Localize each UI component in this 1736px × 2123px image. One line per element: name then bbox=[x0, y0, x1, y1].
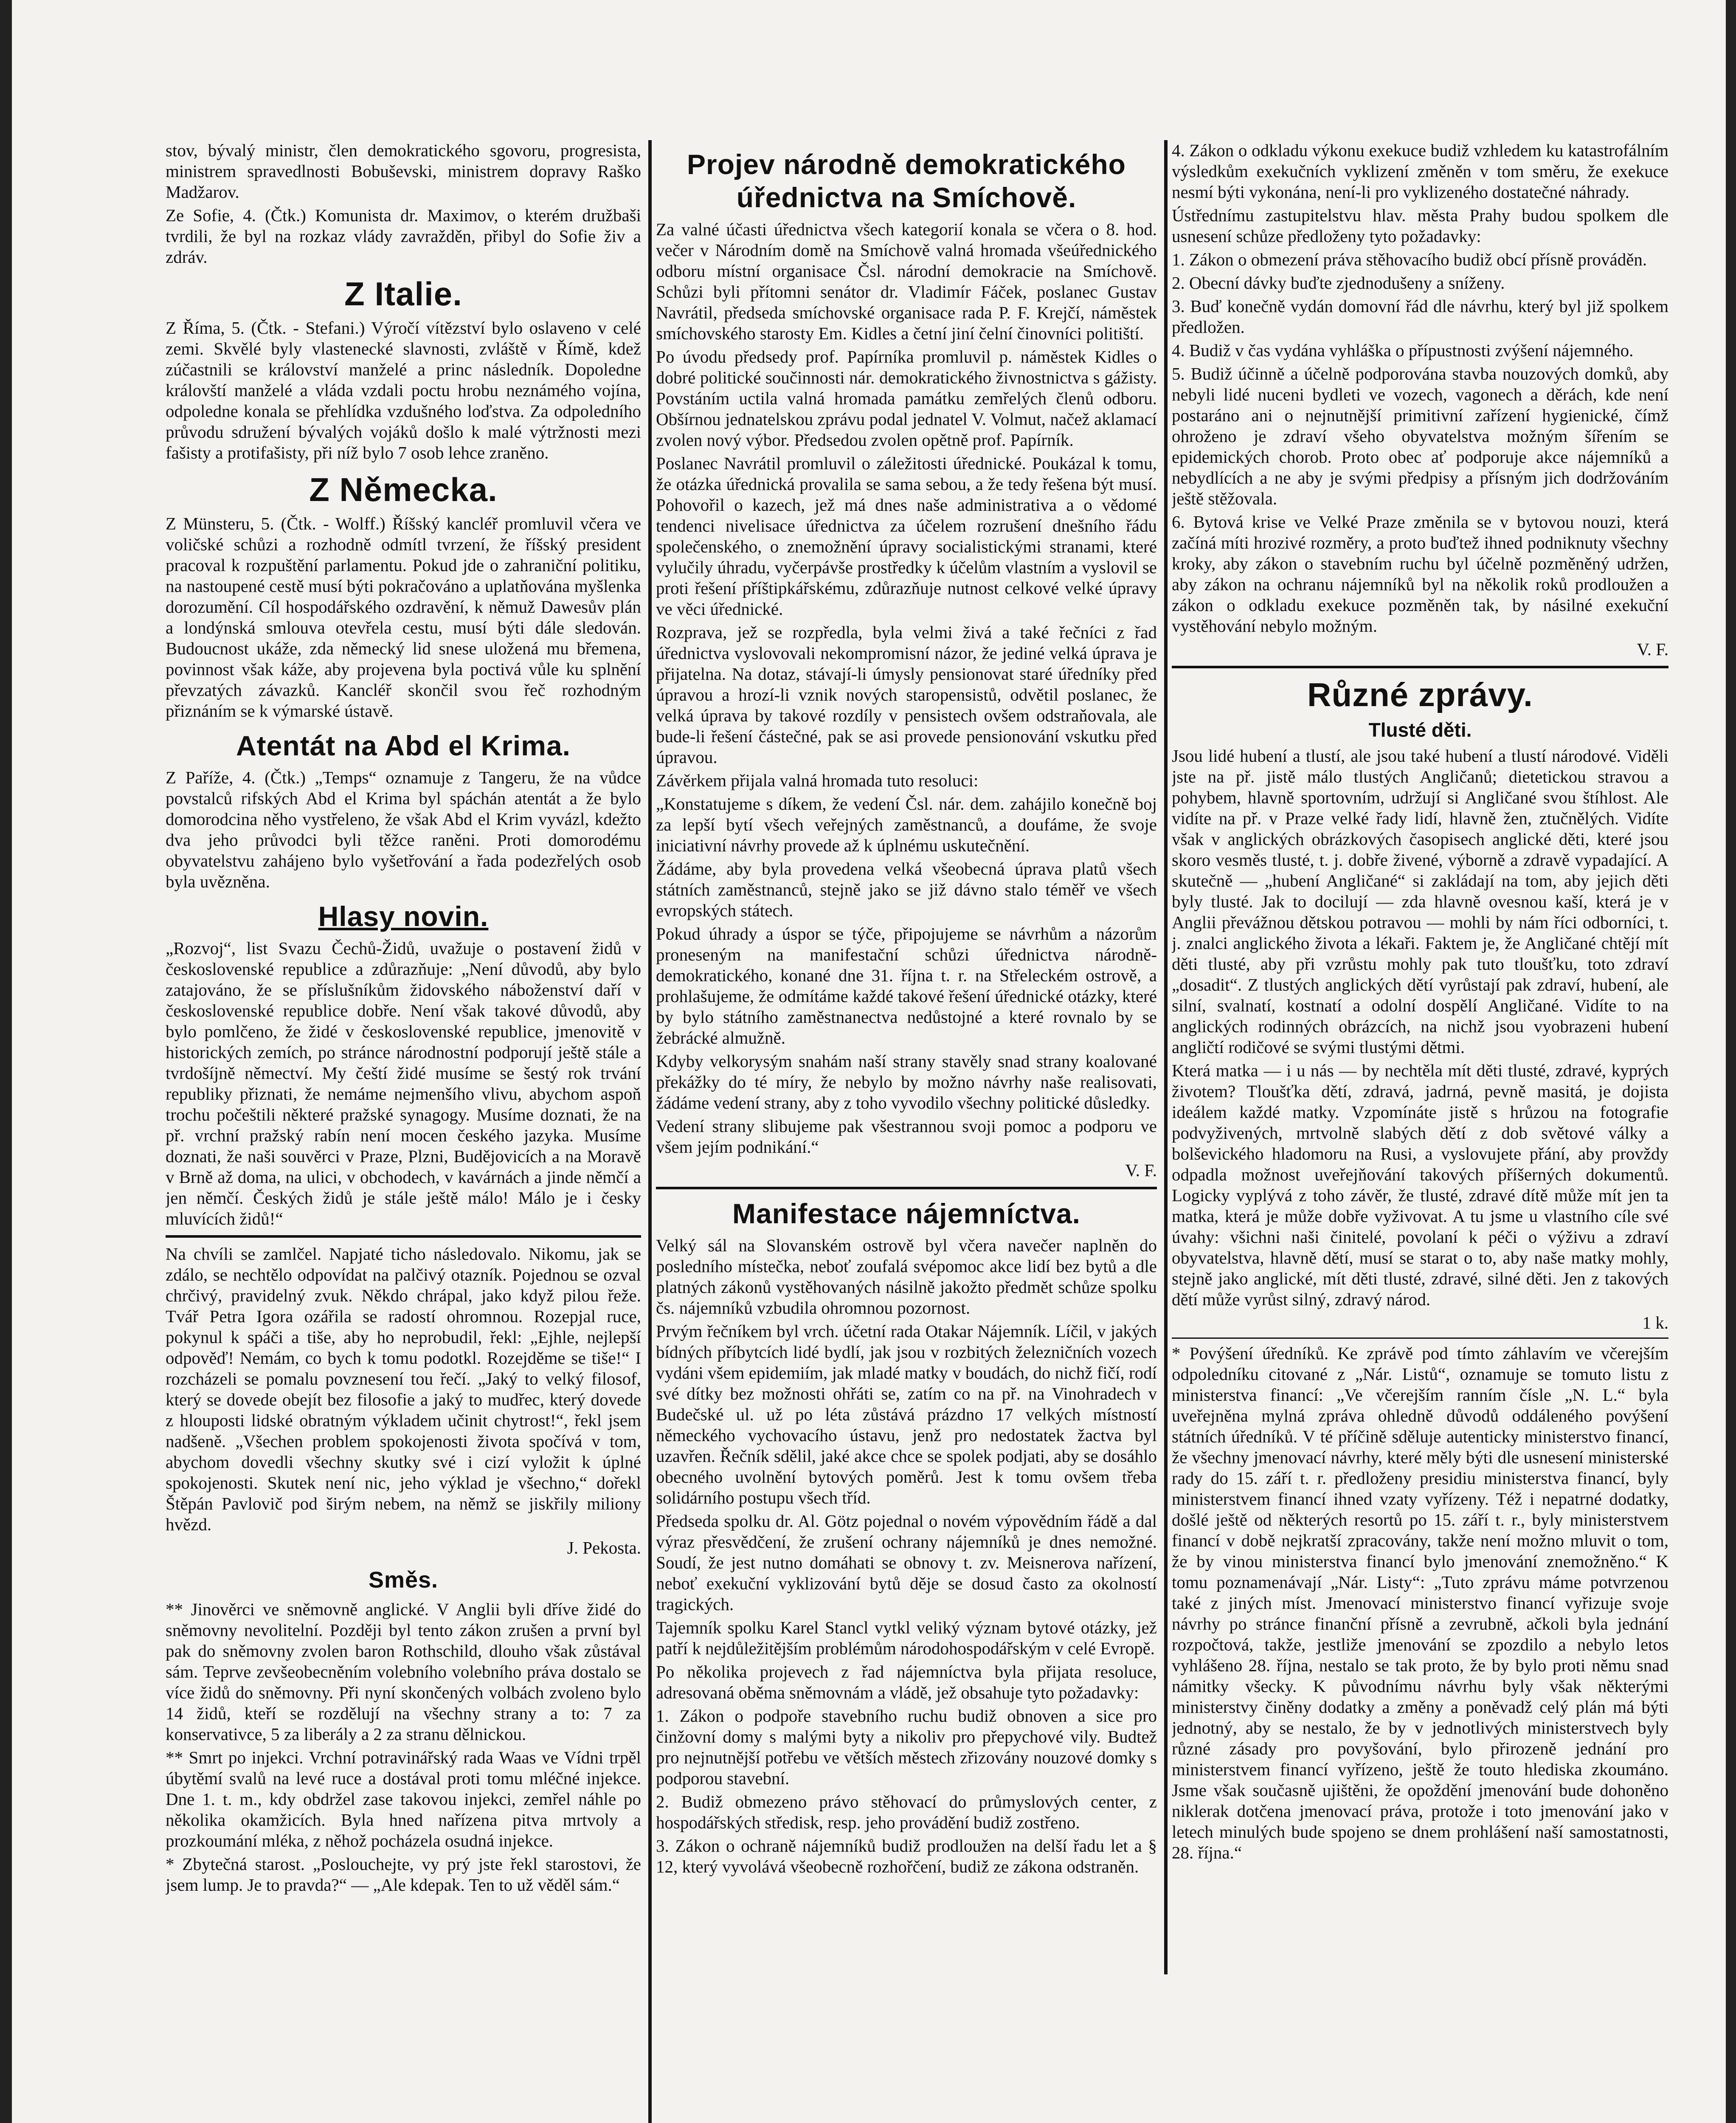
manifestace-paragraph-5: Po několika projevech z řad nájemníctva byla přijata resoluce, adresovaná oběma sněmovnám a vládě, jež obsahuje tyto požadavky: bbox=[656, 1662, 1157, 1702]
requirement-p5: 5. Budiž účinně a účelně podporována stavba nouzových domků, aby nebyli lidé nuceni bydleti ve vozech, vagonech a děrách, kde není postaráno ani o nejnutnější primitivní zařízení hygienické, čímž ohroženo je zdraví všeho obyvatelstva možným šířením se epidemických chorob. Proto obec ať podporuje akce nájemníků a nebydlících a ne aby je svými předpisy a přísným jich dodržováním ještě stěžovala. bbox=[1172, 364, 1668, 508]
manifestace-paragraph-4: Tajemník spolku Karel Stancl vytkl veliký význam bytové otázky, jež patří k nejdůležitějším problémům národohospodářským v celé Evropě. bbox=[656, 1618, 1157, 1658]
section-rule-thin bbox=[1172, 1337, 1668, 1339]
requirement-p1: 1. Zákon o obmezení práva stěhovacího budiž obcí přísně prováděn. bbox=[1172, 250, 1647, 269]
intro-paragraph: stov, bývalý ministr, člen demokratického sgovoru, progresista, ministrem spravedlnosti Bobuševski, ministrem dopravy Raško Madžarov. bbox=[166, 141, 641, 202]
tluste-paragraph-1: Jsou lidé hubení a tlustí, ale jsou také hubení a tlustí národové. Viděli jste na př. jistě málo tlustých Angličanů; dietetickou stravou a pohybem, hlavně sportovním, udržují si Angličané svou štíhlost. Ale vidíte na př. v Praze velké řady lidí, hlavně žen, ztučnělých. Vidíte však v anglických obrázkových časopisech anglické děti, které jsou skoro vesměs tlusté, t. j. dobře živené, výborně a zdravě vypadající. A skutečně — „hubení Angličané“ si zakládají na tom, aby jejich děti byly tlusté. Jak to docilují — zda hlavně ovesnou kaší, která je v Anglii převážnou dětskou potravou — mohli by nám říci odborníci, t. j. znalci anglického života a lékaři. Faktem je, že Angličané chtějí mít děti tlusté, aby při vzrůstu mohly pak tuto tloušťku, toto zdraví „dosadit“. Z tlustých anglických dětí vyrůstají pak zdraví, hubení, ale silní, svalnatí, kostnatí a odolní dospělí Angličané. Vidíte to na anglických rodinných obrázcích, na nichž jsou vyobrazeni hubení angličtí rodičové se svými tlustými dětmi. bbox=[1172, 746, 1668, 1057]
italy-paragraph: Z Říma, 5. (Čtk. - Stefani.) Výročí vítězství bylo oslaveno v celé zemi. Skvělé byly vlastenecké slavnosti, zvláště v Římě, kdež zúčastnili se království manželé a princ následník. Dopoledne královští manželé a vláda vzdali poctu hrobu neznámého vojína, odpoledne konala se přehlídka vzdušného loďstva. Za odpoledního průvodu sdružení bývalých vojáků došlo k malé výtržnosti mezi fašisty a protifašisty, při níž bylo 7 osob lehce zraněno. bbox=[166, 318, 641, 462]
manifestace-headline: Manifestace nájemníctva. bbox=[732, 1198, 1080, 1229]
section-rule bbox=[656, 1187, 1157, 1189]
tluste-paragraph-2: Která matka — i u nás — by nechtěla mít děti tlusté, zdravé, kyprých životem? Tloušťka dětí, zdravá, jadrná, pevně masitá, je dojista ideálem každé matky. Vzpomínáte jistě s hrůzou na fotografie podvyživených, mrtvolně slabých dětí z dob světové války a bolševického hladomoru na Rusi, a vyslovujete přání, aby provždy odpadla možnost uveřejňování takových příšerných dokumentů. Logicky vyplývá z toho závěr, že tlusté, zdravé dítě může mít jen ta matka, která je může dobře vyživovat. A tu jsme u vlastního cíle své úvahy: všichni naši činitelé, povolaní k péči o výživu a zdraví obyvatelstva, hlavně dětí, musí se starat o to, aby naše matky mohly, stejně jako anglické, mít děti tlusté, zdravé, silné děti. Jen z takových dětí může vyrůst silný, zdravý národ. bbox=[1172, 1061, 1668, 1309]
story-signature: J. Pekosta. bbox=[567, 1538, 641, 1557]
abd-paragraph: Z Paříže, 4. (Čtk.) „Temps“ oznamuje z Tangeru, že na vůdce povstalců rifských Abd el Krima byl spáchán atentát a že bylo domorodcina něho vystřeleno, že však Abd el Krim vyvázl, kdežto dva jeho průvodci byli těžce raněni. Proti domorodému obyvatelstvu zahájeno bylo vyšetřování a řada podezřelých osob byla uvězněna. bbox=[166, 768, 641, 891]
sofia-paragraph: Ze Sofie, 4. (Čtk.) Komunista dr. Maximov, o kterém družbaši tvrdili, že byl na rozkaz vlády zavražděn, přibyl do Sofie živ a zdráv. bbox=[166, 206, 641, 267]
projev-paragraph-2: Po úvodu předsedy prof. Papírníka promluvil p. náměstek Kidles o dobré politické součinnosti nár. demokratického živnostnictva s gážisty. Povstáním uctila valná hromada památku zemřelých členů odboru. Obšírnou jednatelskou zprávu podal jednatel V. Volmut, načež aklamací zvolen nový výbor. Předsedou zvolen opětně prof. Papírník. bbox=[656, 347, 1157, 450]
abd-headline: Atentát na Abd el Krima. bbox=[236, 730, 571, 761]
projev-paragraph-1: Za valné účasti úřednictva všech kategorií konala se včera o 8. hod. večer v Národním domě na Smíchově valná hromada všeúřednického odboru místní organisace Čsl. národní demokracie na Smíchově. Schůzi byli přítomni senátor dr. Vladimír Fáček, poslanec Gustav Navrátil, předseda smíchovské organisace rada P. F. Krejčí, náměstek smíchovského starosty Em. Kidles a četní jiní čelní činovníci politiští. bbox=[656, 220, 1157, 343]
requirement-4: 4. Zákon o odkladu výkonu exekuce budiž vzhledem ku katastrofálním výsledkům exekučních vyklizení změněn v tom směru, že exekuce nesmí býti vykonána, není-li pro vyklizeného dostatečné náhrady. bbox=[1172, 141, 1668, 202]
column-1 bbox=[166, 140, 641, 2123]
column-divider-2 bbox=[1164, 140, 1168, 1974]
section-rule bbox=[1172, 666, 1668, 668]
column-2 bbox=[656, 140, 1157, 2123]
italy-headline: Z Italie. bbox=[344, 275, 462, 313]
smes-headline: Směs. bbox=[368, 1567, 439, 1593]
manifestace-paragraph-2: Prvým řečníkem byl vrch. účetní rada Otakar Nájemník. Líčil, v jakých bídných příbytcích lidé bydlí, jak jsou v rozbitých železničních vozech vydáni všem epidemiím, jak mladé matky v boudách, do nichž fičí, rodí své dítky bez možnosti ohřáti se, zatím co na př. na Vinohradech v Budečské ul. už po léta zůstává prázdno 17 velkých místností německého vychovacího ústavu, jenž pro nedostatek žactva byl uzavřen. Řečník sdělil, jaké akce chce se spolek podjati, aby se dosáhlo obecného uvolnění bytových poměrů. Jest k tomu ovšem třeba solidárního postupu všech tříd. bbox=[656, 1321, 1157, 1507]
germany-headline: Z Německa. bbox=[309, 471, 498, 508]
projev-paragraph-5: Závěrkem přijala valná hromada tuto resoluci: bbox=[656, 771, 979, 790]
germany-paragraph: Z Münsteru, 5. (Čtk. - Wolff.) Říšský kancléř promluvil včera ve voličské schůzi a rozhodně odmítl tvrzení, že říšský president pracoval k rozpuštění parlamentu. Pokud jde o zahraniční politiku, na nastoupené cestě musí býti pokračováno a uplatňována myšlenka dorozumění. Cíl hospodářského ozdravění, k němuž Dawesův plán a londýnská smlouva otevřela cestu, musí býti dále sledován. Budoucnost ukáže, zda německý lid snese uložená mu břemena, povinnost však káže, aby projevena byla poctivá vůle ku splnění převzatých závazků. Kancléř skončil svou řeč rozhodným přiznáním se k výmarské ústavě. bbox=[166, 514, 641, 721]
requirement-p4: 4. Budiž v čas vydána vyhláška o přípustnosti zvýšení nájemného. bbox=[1172, 341, 1634, 360]
scan-edge-left bbox=[0, 0, 12, 2123]
ruzne-headline: Různé zprávy. bbox=[1307, 676, 1533, 713]
manifestace-paragraph-1: Velký sál na Slovanském ostrově byl včera navečer naplněn do posledního místečka, neboť zoufalá svépomoc akce lidí bez bytů a dle platných zákonů vystěhovaných násilně jakožto předmět schůze spolku čs. nájemníků vzbudila ohromnou pozornost. bbox=[656, 1236, 1157, 1318]
manifestace-paragraph-3: Předseda spolku dr. Al. Götz pojednal o novém výpovědním řádě a dal výraz přesvědčení, že zrušení ochrany nájemníků je dnes nemožné. Soudí, že jest nutno domáhati se obnovy t. zv. Meisnerova nařízení, neboť exekuční vyklizování bytů děje se dosud často za okolností tragických. bbox=[656, 1511, 1157, 1614]
projev-paragraph-10: Vedení strany slibujeme pak všestrannou svoji pomoc a podporu ve všem jejím podnikání.“ bbox=[656, 1116, 1157, 1157]
tluste-signature: 1 k. bbox=[1642, 1313, 1668, 1332]
story-paragraph: Na chvíli se zamlčel. Napjaté ticho následovalo. Nikomu, jak se zdálo, se nechtělo odpovídat na palčivý otazník. Pojednou se ozval chrčivý, pravidelný zvuk. Někdo chrápal, jako když pilou řeže. Tvář Petra Igora ozářila se radostí ohromnou. Rozepjal ruce, pokynul k spáči a tiše, aby ho neprobudil, řekl: „Ejhle, nejlepší odpověď! Nemám, co bych k tomu podotkl. Rozejděme se tiše!“ I rozcházeli se pomalu povznesení tou řečí. „Jaký to velký filosof, který se dovede obejít bez filosofie a jaký to mudřec, který dovede z hlouposti lidské obratným výkladem učinit chytrost!“, řekl jsem nadšeně. „Všechen problem spokojenosti života spočívá v tom, abychom dovedli všechny skutky své i cizí vyložit k úplné spokojenosti. Skutek není nic, jeho výklad je všechno,“ dořekl Štěpán Pavlovič pod širým nebem, na němž se jiskřily miliony hvězd. bbox=[166, 1244, 641, 1534]
requirement-p2: 2. Obecní dávky buďte zjednodušeny a sníženy. bbox=[1172, 273, 1505, 293]
projev-paragraph-6: „Konstatujeme s díkem, že vedení Čsl. nár. dem. zahájilo konečně boj za lepší bytí všech veřejných zaměstnanců, a doufáme, že svoje iniciativní návrhy provede až k úplnému uskutečnění. bbox=[656, 794, 1157, 855]
smes-item-3: * Zbytečná starost. „Poslouchejte, vy prý jste řekl starostovi, že jsem lump. Je to pravda?“ — „Ale kdepak. Ten to už věděl sám.“ bbox=[166, 1854, 641, 1895]
projev-paragraph-4: Rozprava, jež se rozpředla, byla velmi živá a také řečníci z řad úřednictva vyslovovali nekompromisní názor, že jediné velká úprava je přijatelna. Na dotaz, stávají-li úmysly pensionovat staré úředníky před úpravou a hrozí-li vznik nových staropensistů, odvětil poslanec, že velká úprava by takové rozdíly v pensistech ovšem odstraňovala, ale bude-li řešení částečné, pak se asi provede pensionování vskutku před úpravou. bbox=[656, 622, 1157, 767]
projev-paragraph-9: Kdyby velkorysým snahám naší strany stavěly snad strany koalované překážky do té míry, že nebylo by možno návrhy naše realisovati, žádáme vedení strany, aby z toho vyvodilo všechny politické důsledky. bbox=[656, 1051, 1157, 1112]
manifestace-paragraph-6: 1. Zákon o podpoře stavebního ruchu budiž obnoven a sice pro činžovní domy s malými byty a nikoliv pro přepychové vily. Budtež pro nejnutnější potřebu ve větších městech zřizovány nouzové domky s podporou stavební. bbox=[656, 1706, 1157, 1788]
hlasy-paragraph: „Rozvoj“, list Svazu Čechů-Židů, uvažuje o postavení židů v československé republice a zdůrazňuje: „Není důvodů, aby bylo zatajováno, že se příslušníkům židovského náboženství daří v československé republice dobře. Není však takové důvodů, aby bylo pomlčeno, že židé v československé republice, jmenovitě v historických zemích, po stránce národnostní podporují ještě stále a tvrdošíjně němectví. My čeští židé musíme se šestý rok trvání republiky přiznati, že nemáme nejmenšího vlivu, abychom aspoň trochu počeštili některé pražské synagogy. Musíme doznati, že na př. vrchní pražský rabín není mocen českého jazyka. Musíme doznati, že naši souvěrci v Praze, Plzni, Budějovicích a na Moravě v Brně až doma, na ulici, v obchodech, v kavárnách a jinde němčí a jen němčí. Českých židů je stále ještě málo! Málo je i česky mluvících židů!“ bbox=[166, 938, 641, 1228]
column-divider-1 bbox=[648, 140, 652, 2123]
projev-signature: V. F. bbox=[1125, 1160, 1157, 1180]
projev-paragraph-8: Pokud úhrady a úspor se týče, připojujeme se návrhům a názorům proneseným na manifestační schůzi úřednictva národně-demokratického, konané dne 31. října t. r. na Střeleckém ostrově, a prohlašujeme, že odmítáme každé takové řešení úřednické otázky, které by bylo státního zaměstnanectva nedůstojné a které rovnalo by se žebrácké almužně. bbox=[656, 924, 1157, 1047]
smes-item-1: ** Jinověrci ve sněmovně anglické. V Anglii byli dříve židé do sněmovny nevolitelní. Později byl tento zákon zrušen a první byl pak do sněmovny zvolen baron Rothschild, dlouho však zůstával sám. Teprve zevšeobecněním volebního volebního práva dostalo se více židů do sněmovny. Při nyní skončených volbách zvoleno bylo 14 židů, kteří se rozdělují na všechny strany a to: 7 za konservativce, 5 za liberály a 2 za stranu dělnickou. bbox=[166, 1599, 641, 1744]
section-rule bbox=[166, 1235, 641, 1238]
smes-item-2: ** Smrt po injekci. Vrchní potravinářský rada Waas ve Vídni trpěl úbytěmí svalů na levé ruce a dostával proti tomu mléčné injekce. Dne 1. t. m., kdy obdržel zase takovou injekci, zemřel náhle po několika okamžicích. Byla hned nařízena pitva mrtvoly a prozkoumání mléka, z něhož pocházela osudná injekce. bbox=[166, 1748, 641, 1850]
requirements-intro: Ústřednímu zastupitelstvu hlav. města Prahy budou spolkem dle usnesení schůze předloženy tyto požadavky: bbox=[1172, 206, 1668, 246]
manifestace-paragraph-8: 3. Zákon o ochraně nájemníků budiž prodloužen na delší řadu let a § 12, který vyvolává všeobecně rozhořčení, budiž ze zákona odstraněn. bbox=[656, 1836, 1157, 1876]
projev-paragraph-3: Poslanec Navrátil promluvil o záležitosti úřednické. Poukázal k tomu, že otázka úřednická provalila se sama sebou, a že tedy řešena být musí. Pohovořil o kazech, jež má dnes naše administrativa a o vědomé tendenci nivelisace úřednictva za účelem rozrušení dnešního řádu společenského, o znemožnění úpravy socialistickými stranami, které vylučily úhradu, vyčerpávše prostředky k účelům vlastním a vyslovil se proti řešení příštipkářskému, zdůrazňuje nutnost celkové velké úpravy ve věci úřednické. bbox=[656, 453, 1157, 619]
hlasy-headline: Hlasy novin. bbox=[318, 901, 489, 932]
requirement-p6: 6. Bytová krise ve Velké Praze změnila se v bytovou nouzi, která začíná míti hrozivé rozměry, a proto buďtež ihned podniknuty všechny kroky, aby zákon o stavebním ruchu byl účelně pozměněný udržen, aby zákon na ochranu nájemníků byl na několik roků prodloužen a zákon o odkladu exekuce pozměněn tak, by násilné exekuční vystěhování nebylo možným. bbox=[1172, 512, 1668, 636]
manifestace-paragraph-7: 2. Budiž obmezeno právo stěhovací do průmyslových center, z hospodářských středisk, resp. jeho provádění budiž zostřeno. bbox=[656, 1792, 1157, 1832]
column-3 bbox=[1172, 140, 1668, 2123]
povyseni-paragraph: * Povýšení úředníků. Ke zprávě pod tímto záhlavím ve včerejším odpoledníku citované z „Nár. Listů“, oznamuje se tomuto listu z ministerstva financí: „Ve včerejším ranním čísle „N. L.“ byla uveřejněna mylná zpráva ohledně důvodů oddáleného povýšení státních úředníků. V té příčině sděluje autenticky ministerstvo financí, že všechny jmenovací návrhy, které měly býti dle usnesení ministerské rady do 15. září t. r. předloženy presidiu ministerstva financí, byly ministerstvem financí ihned vzaty vyřízeny. Též i nepatrné dodatky, došlé ještě od některých resortů po 15. září t. r., byly ministerstvem financí v době nejkratší zpracovány, takže není možno mluvit o tom, že by vinou ministerstva financí bylo jmenování znemožněno.“ K tomu poznamenávají „Nár. Listy“: „Tuto zprávu máme potvrzenou také z jiných míst. Jmenovací ministerstvo financí vyřizuje svoje návrhy po stránce finanční přísně a zevrubně, ačkoli byla jednání rozpočtová, takže, jestliže jmenování se zpozdilo a nebylo letos vyhlášeno 28. října, nestalo se tak proto, že by bylo proti němu snad námitky všecky. K původnímu návrhu byly však některými ministerstvy činěny dodatky a změny a poněvadž celý plán má býti jednotný, aby se nestalo, že by v jednotlivých ministerstvech byly různé zásady pro povyšování, bylo přirozeně jednání pro ministerstvem financí vyřízeno, ještě že touto hlediska zkoumáno. Jsme však současně ujištěni, že opoždění jmenování bude dohoněno niklerak dotčena jmenovací práva, protože i toto jmenování jako v letech minulých bude spojeno se dnem prohlášení naší samostatnosti, 28. října.“ bbox=[1172, 1343, 1668, 1862]
projev-paragraph-7: Žádáme, aby byla provedena velká všeobecná úprava platů všech státních zaměstnanců, stejně jako se již dávno stalo téměř ve všech evropských státech. bbox=[656, 859, 1157, 920]
requirements-signature: V. F. bbox=[1637, 639, 1668, 659]
scan-edge-right bbox=[1726, 0, 1736, 2123]
projev-headline: Projev národně demokratického úřednictva na Smíchově. bbox=[687, 149, 1126, 213]
tluste-headline: Tlusté děti. bbox=[1368, 719, 1472, 741]
requirement-p3: 3. Buď konečně vydán domovní řád dle návrhu, který byl již spolkem předložen. bbox=[1172, 296, 1668, 337]
